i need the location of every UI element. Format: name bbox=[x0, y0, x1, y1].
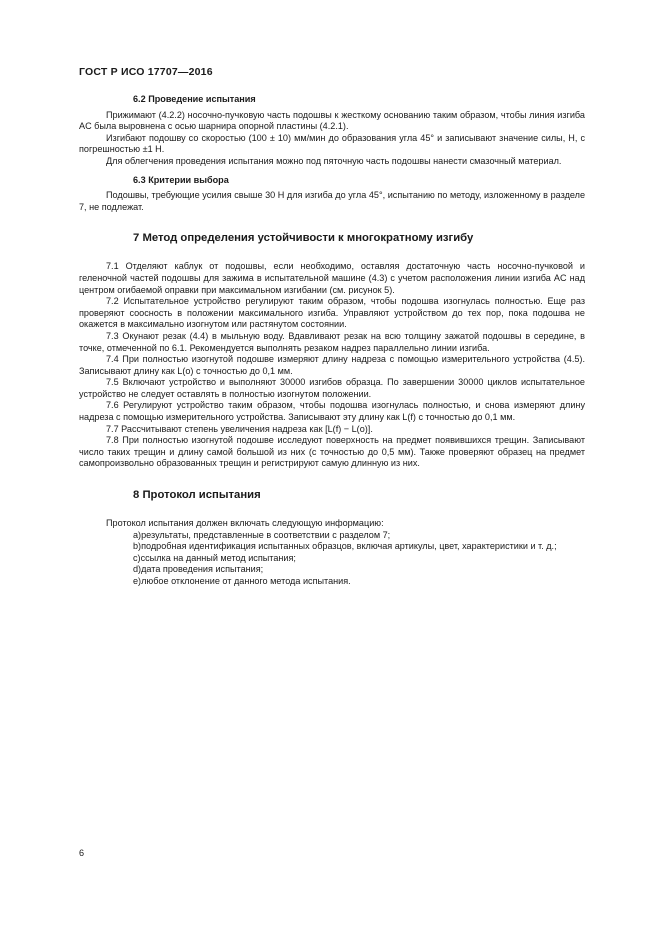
clause-7-1: 7.1 Отделяют каблук от подошвы, если необходимо, оставляя достаточную часть носочно-пучковой и геленочной частей подошвы для зажима в испытательной машине (4.3) с учетом расположения линии изгиба AC над центром огибаемой оправки при максимальном изгибании (см. рисунок 5). bbox=[79, 261, 585, 295]
clause-7-4: 7.4 При полностью изогнутой подошве измеряют длину надреза с помощью измерительного устройства (4.5). Записывают длину как L(o) с точностью до 0,1 мм. bbox=[79, 354, 585, 376]
page-number: 6 bbox=[79, 848, 85, 858]
clause-7-8: 7.8 При полностью изогнутой подошве исследуют поверхность на предмет появившихся трещин. Записывают число таких трещин и длину самой большой из них (с точностью до 0,5 мм). Также проверяют образец на предмет самопроизвольно образованных трещин и регистрируют самую длинную из них. bbox=[79, 435, 585, 469]
list-item bbox=[79, 530, 585, 542]
list-marker: a) bbox=[133, 529, 142, 540]
subsection-number: 6.2 bbox=[133, 94, 146, 104]
paragraph: Прижимают (4.2.2) носочно-пучковую часть подошвы к жесткому основанию таким образом, чтобы линия изгиба AC была выровнена с осью шарнира опорной пластины (4.2.1). bbox=[79, 109, 585, 132]
section-number: 7 bbox=[133, 232, 140, 245]
list-item-text: подробная идентификация испытанных образцов, включая артикулы, цвет, характеристики и т. д.; bbox=[141, 541, 557, 552]
subsection-title: Проведение испытания bbox=[148, 94, 256, 104]
document-header: ГОСТ Р ИСО 17707—2016 bbox=[79, 66, 213, 78]
subsection-heading-6-3 bbox=[79, 175, 585, 187]
clause-7-3: 7.3 Окунают резак (4.4) в мыльную воду. Вдавливают резак на всю толщину зажатой подошвы в середине, в точке, отмеченной по 6.1. Рекомендуется выполнять резаком надрез параллельно линии изгиба. bbox=[79, 330, 585, 353]
list-marker: e) bbox=[133, 576, 142, 586]
list-item bbox=[79, 576, 585, 588]
list-marker: b) bbox=[133, 541, 142, 552]
subsection-heading-6-2 bbox=[79, 94, 585, 106]
list-item-text: любое отклонение от данного метода испытания. bbox=[141, 576, 351, 586]
list-item-text: результаты, представленные в соответствии с разделом 7; bbox=[141, 529, 391, 540]
section-heading-7 bbox=[79, 231, 585, 245]
clause-7-7: 7.7 Рассчитывают степень увеличения надреза как [L(f) − L(o)]. bbox=[106, 423, 373, 434]
document-body bbox=[79, 94, 585, 588]
section-number: 8 bbox=[133, 489, 140, 502]
list-item-text: ссылка на данный метод испытания; bbox=[140, 552, 296, 563]
section-title: Метод определения устойчивости к многократному изгибу bbox=[142, 232, 474, 245]
clause-7-2: 7.2 Испытательное устройство регулируют таким образом, чтобы подошва изогнулась полностью. Еще раз проверяют соосность в положении максимального изгиба. Управляют устройством до тех пор, пока подошва не окажется в максимально изогнутом или растянутом состоянии. bbox=[79, 296, 585, 330]
paragraph: Для облегчения проведения испытания можно под пяточную часть подошвы нанести смазочный материал. bbox=[106, 155, 562, 166]
list-item-text: дата проведения испытания; bbox=[141, 564, 264, 575]
paragraph: Подошвы, требующие усилия свыше 30 Н для изгиба до угла 45°, испытанию по методу, изложенному в разделе 7, не подлежат. bbox=[79, 190, 585, 212]
paragraph: Изгибают подошву со скоростью (100 ± 10) мм/мин до образования угла 45° и записывают значение силы, Н, с погрешностью ±1 Н. bbox=[79, 132, 585, 155]
list-item bbox=[79, 541, 585, 553]
subsection-title: Критерии выбора bbox=[148, 174, 229, 185]
clause-7-6: 7.6 Регулируют устройство таким образом, чтобы подошва изогнулась полностью, и снова измеряют длину надреза с помощью измерительного устройства. Записывают эту длину как L(f) с точностью до 0,1 мм. bbox=[79, 400, 585, 423]
subsection-number: 6.3 bbox=[133, 174, 146, 185]
section-heading-8 bbox=[79, 488, 585, 502]
paragraph: Протокол испытания должен включать следующую информацию: bbox=[106, 518, 384, 529]
clause-7-5: 7.5 Включают устройство и выполняют 30000 изгибов образца. По завершении 30000 циклов испытательное устройство не следует оставлять в полностью изогнутом положении. bbox=[79, 377, 585, 399]
list-marker: c) bbox=[133, 552, 141, 563]
list-item bbox=[79, 553, 585, 565]
list-item bbox=[79, 564, 585, 576]
section-title: Протокол испытания bbox=[142, 489, 261, 502]
list-marker: d) bbox=[133, 564, 142, 575]
